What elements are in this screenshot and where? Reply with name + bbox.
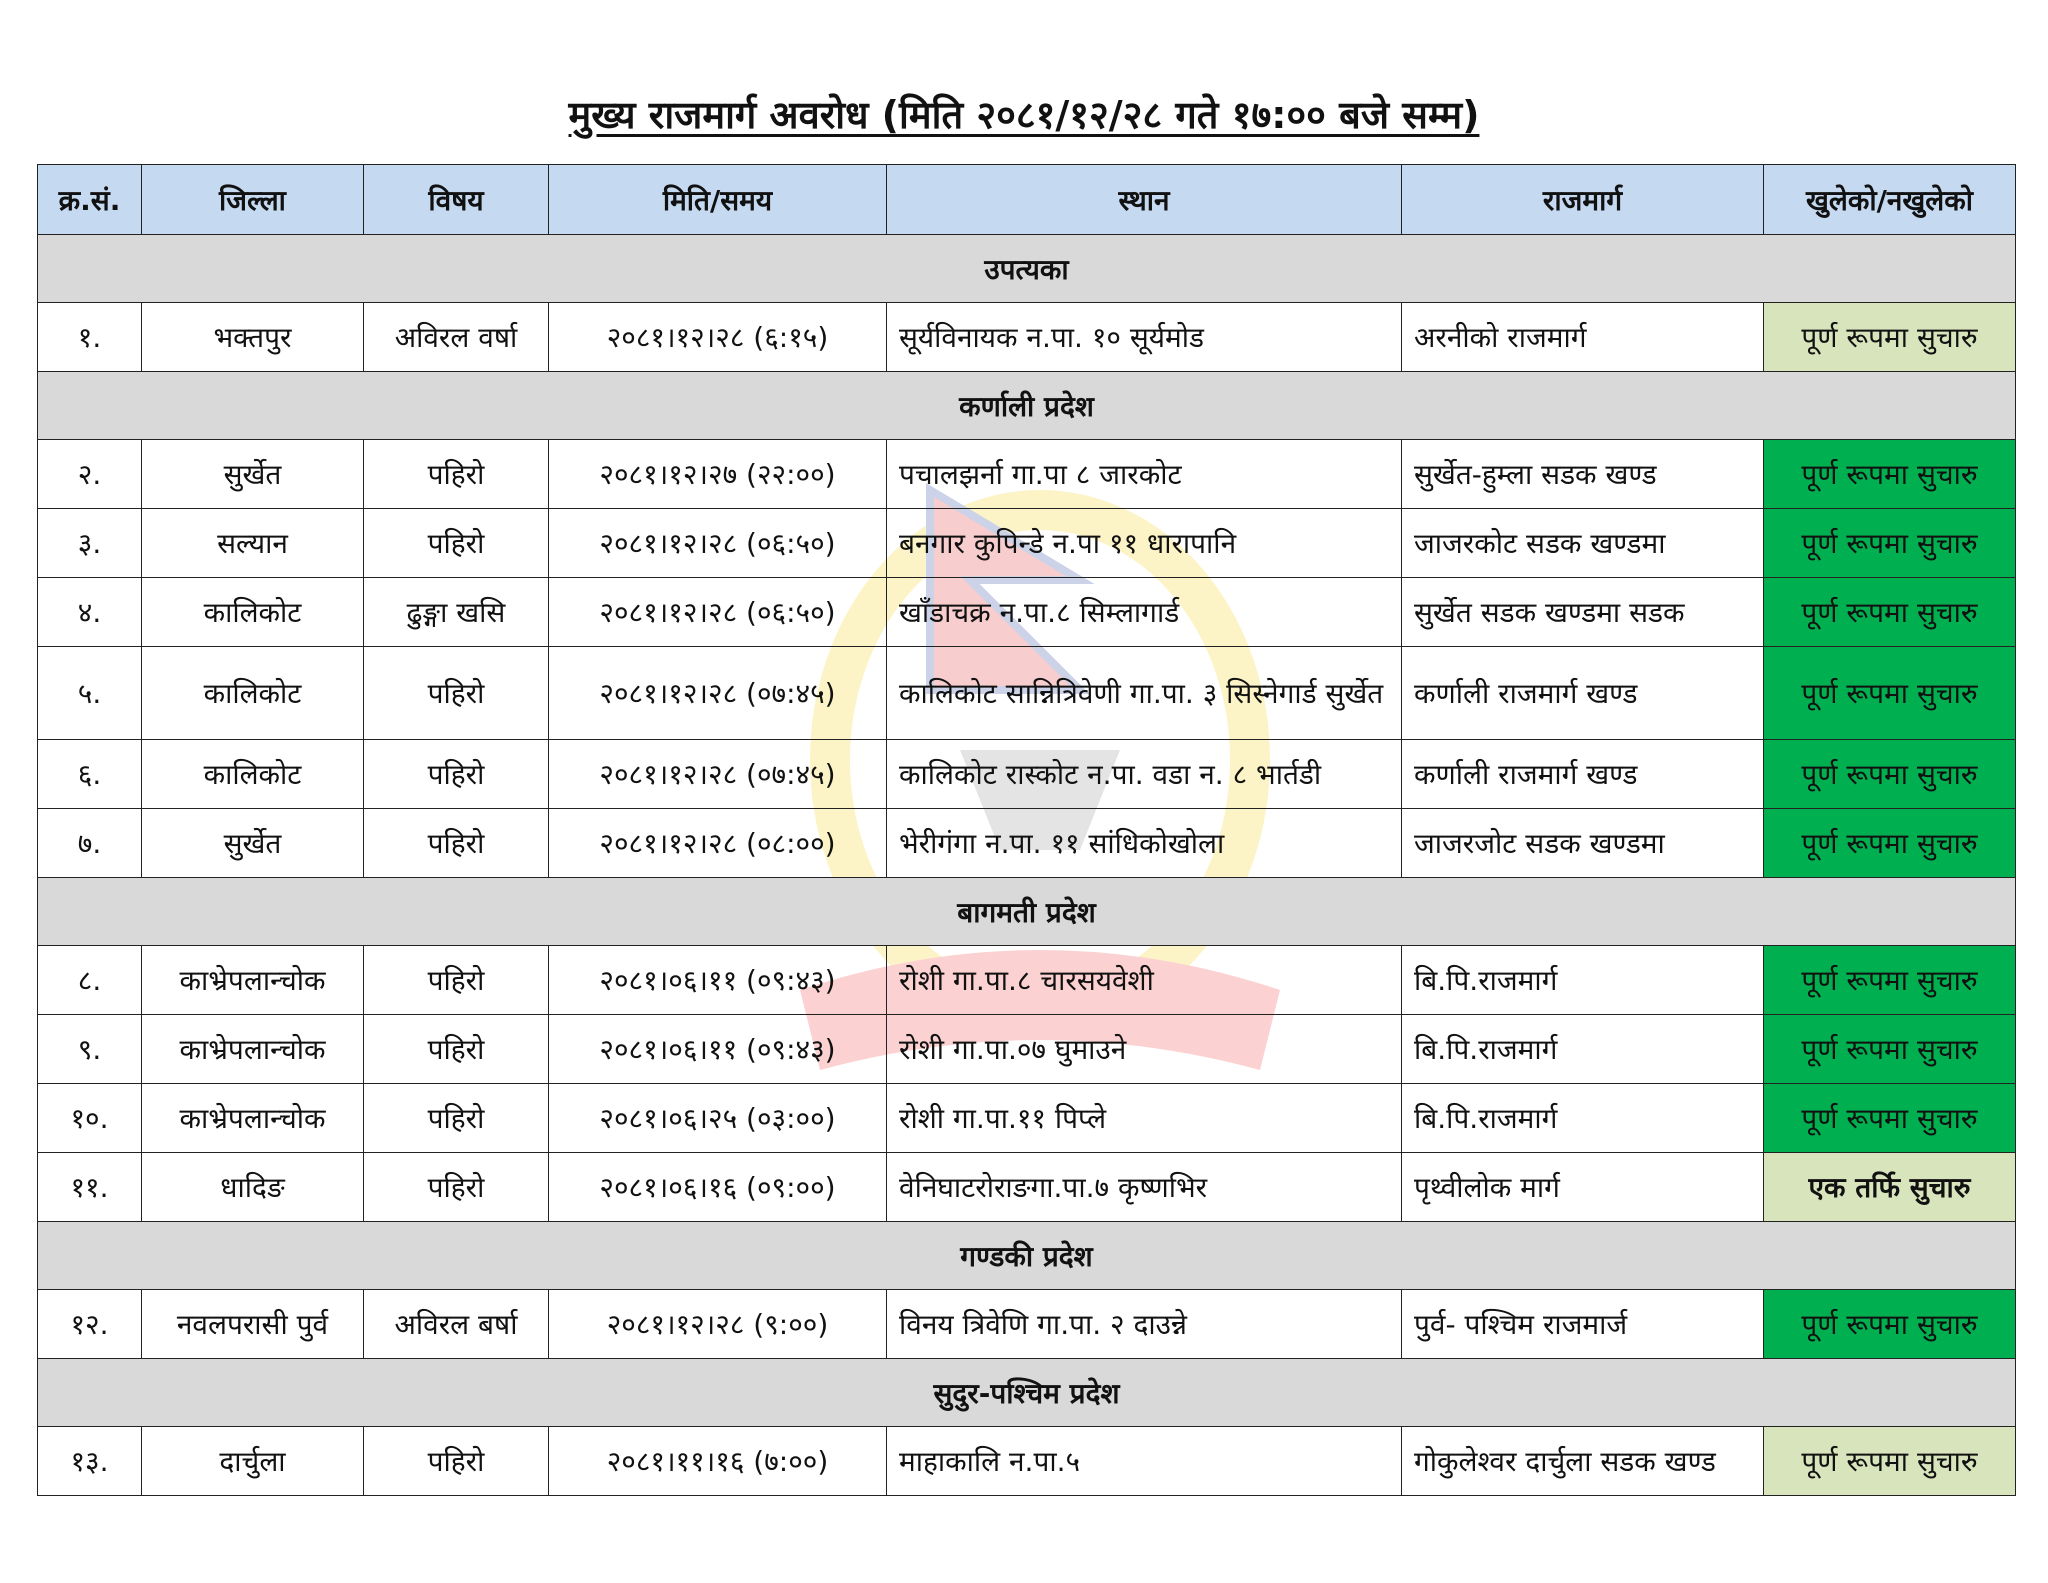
subject-cell: पहिरो (364, 509, 549, 578)
table-row (38, 578, 2016, 647)
table-body (38, 235, 2016, 1496)
subject-cell: ढुङ्गा खसि (364, 578, 549, 647)
status-cell: पूर्ण रूपमा सुचारु (1764, 1427, 2016, 1496)
highway-cell: सुर्खेत-हुम्ला सडक खण्ड (1402, 440, 1764, 509)
serial-number-cell: १. (38, 303, 142, 372)
section-row (38, 878, 2016, 946)
status-cell: पूर्ण रूपमा सुचारु (1764, 647, 2016, 740)
serial-number-cell: १३. (38, 1427, 142, 1496)
datetime-cell: २०८१।१२।२७ (२२:००) (549, 440, 887, 509)
subject-cell: पहिरो (364, 440, 549, 509)
section-heading: सुदुर-पश्चिम प्रदेश (38, 1359, 2016, 1427)
datetime-cell: २०८१।१२।२८ (०७:४५) (549, 740, 887, 809)
district-cell: सल्यान (142, 509, 364, 578)
datetime-cell: २०८१।१२।२८ (०७:४५) (549, 647, 887, 740)
section-row (38, 235, 2016, 303)
table-row (38, 1084, 2016, 1153)
place-cell: रोशी गा.पा.०७ घुमाउने (887, 1015, 1402, 1084)
place-cell: माहाकालि न.पा.५ (887, 1427, 1402, 1496)
highway-cell: जाजरकोट सडक खण्डमा (1402, 509, 1764, 578)
datetime-cell: २०८१।१२।२८ (०६:५०) (549, 578, 887, 647)
district-cell: नवलपरासी पुर्व (142, 1290, 364, 1359)
status-cell: पूर्ण रूपमा सुचारु (1764, 303, 2016, 372)
status-cell: पूर्ण रूपमा सुचारु (1764, 509, 2016, 578)
datetime-cell: २०८१।१२।२८ (०६:५०) (549, 509, 887, 578)
datetime-cell: २०८१।१२।२८ (६:१५) (549, 303, 887, 372)
status-cell: एक तर्फि सुचारु (1764, 1153, 2016, 1222)
district-cell: सुर्खेत (142, 440, 364, 509)
serial-number-cell: ५. (38, 647, 142, 740)
district-cell: काभ्रेपलान्चोक (142, 1015, 364, 1084)
col-header-sn: क्र.सं. (38, 165, 142, 235)
header-row (38, 165, 2016, 235)
serial-number-cell: २. (38, 440, 142, 509)
place-cell: कालिकोट सान्नित्रिवेणी गा.पा. ३ सिस्नेगार्ड सुर्खेत (887, 647, 1402, 740)
status-cell: पूर्ण रूपमा सुचारु (1764, 740, 2016, 809)
serial-number-cell: ९. (38, 1015, 142, 1084)
table-row (38, 946, 2016, 1015)
datetime-cell: २०८१।०६।१६ (०९:००) (549, 1153, 887, 1222)
subject-cell: पहिरो (364, 809, 549, 878)
table-row (38, 440, 2016, 509)
section-heading: उपत्यका (38, 235, 2016, 303)
status-cell: पूर्ण रूपमा सुचारु (1764, 809, 2016, 878)
place-cell: विनय त्रिवेणि गा.पा. २ दाउन्ने (887, 1290, 1402, 1359)
col-header-datetime: मिति/समय (549, 165, 887, 235)
highway-cell: कर्णाली राजमार्ग खण्ड (1402, 740, 1764, 809)
subject-cell: पहिरो (364, 1153, 549, 1222)
datetime-cell: २०८१।०६।११ (०९:४३) (549, 1015, 887, 1084)
place-cell: बनगार कुपिन्डे न.पा ११ धारापानि (887, 509, 1402, 578)
place-cell: भेरीगंगा न.पा. ११ सांधिकोखोला (887, 809, 1402, 878)
col-header-place: स्थान (887, 165, 1402, 235)
highway-cell: बि.पि.राजमार्ग (1402, 1084, 1764, 1153)
table-row (38, 1427, 2016, 1496)
district-cell: काभ्रेपलान्चोक (142, 946, 364, 1015)
table-row (38, 647, 2016, 740)
section-heading: गण्डकी प्रदेश (38, 1222, 2016, 1290)
place-cell: वेनिघाटरोराङगा.पा.७ कृष्णभिर (887, 1153, 1402, 1222)
status-cell: पूर्ण रूपमा सुचारु (1764, 578, 2016, 647)
serial-number-cell: ११. (38, 1153, 142, 1222)
datetime-cell: २०८१।०६।२५ (०३:००) (549, 1084, 887, 1153)
subject-cell: पहिरो (364, 1015, 549, 1084)
district-cell: कालिकोट (142, 740, 364, 809)
highway-cell: कर्णाली राजमार्ग खण्ड (1402, 647, 1764, 740)
section-row (38, 1222, 2016, 1290)
section-row (38, 1359, 2016, 1427)
datetime-cell: २०८१।०६।११ (०९:४३) (549, 946, 887, 1015)
highway-cell: अरनीको राजमार्ग (1402, 303, 1764, 372)
serial-number-cell: ६. (38, 740, 142, 809)
serial-number-cell: ८. (38, 946, 142, 1015)
highway-obstruction-table (37, 164, 2016, 1496)
table-row (38, 509, 2016, 578)
subject-cell: अविरल वर्षा (364, 303, 549, 372)
highway-cell: बि.पि.राजमार्ग (1402, 946, 1764, 1015)
status-cell: पूर्ण रूपमा सुचारु (1764, 1290, 2016, 1359)
subject-cell: अविरल बर्षा (364, 1290, 549, 1359)
section-heading: कर्णाली प्रदेश (38, 372, 2016, 440)
status-cell: पूर्ण रूपमा सुचारु (1764, 1015, 2016, 1084)
place-cell: पचालझर्ना गा.पा ८ जारकोट (887, 440, 1402, 509)
col-header-highway: राजमार्ग (1402, 165, 1764, 235)
datetime-cell: २०८१।११।१६ (७:००) (549, 1427, 887, 1496)
highway-cell: बि.पि.राजमार्ग (1402, 1015, 1764, 1084)
datetime-cell: २०८१।१२।२८ (०८:००) (549, 809, 887, 878)
table-row (38, 1015, 2016, 1084)
district-cell: कालिकोट (142, 578, 364, 647)
district-cell: दार्चुला (142, 1427, 364, 1496)
district-cell: कालिकोट (142, 647, 364, 740)
table-row (38, 809, 2016, 878)
place-cell: कालिकोट रास्कोट न.पा. वडा न. ८ भार्तडी (887, 740, 1402, 809)
serial-number-cell: ३. (38, 509, 142, 578)
table-row (38, 1153, 2016, 1222)
status-cell: पूर्ण रूपमा सुचारु (1764, 440, 2016, 509)
table-row (38, 1290, 2016, 1359)
subject-cell: पहिरो (364, 946, 549, 1015)
col-header-district: जिल्ला (142, 165, 364, 235)
district-cell: काभ्रेपलान्चोक (142, 1084, 364, 1153)
district-cell: सुर्खेत (142, 809, 364, 878)
place-cell: रोशी गा.पा.११ पिप्ले (887, 1084, 1402, 1153)
highway-cell: पृथ्वीलोक मार्ग (1402, 1153, 1764, 1222)
highway-cell: गोकुलेश्वर दार्चुला सडक खण्ड (1402, 1427, 1764, 1496)
datetime-cell: २०८१।१२।२८ (९:००) (549, 1290, 887, 1359)
section-heading: बागमती प्रदेश (38, 878, 2016, 946)
serial-number-cell: ४. (38, 578, 142, 647)
subject-cell: पहिरो (364, 647, 549, 740)
subject-cell: पहिरो (364, 1084, 549, 1153)
highway-cell: पुर्व- पश्चिम राजमार्ज (1402, 1290, 1764, 1359)
serial-number-cell: १२. (38, 1290, 142, 1359)
col-header-status: खुलेको/नखुलेको (1764, 165, 2016, 235)
status-cell: पूर्ण रूपमा सुचारु (1764, 946, 2016, 1015)
highway-cell: जाजरजोट सडक खण्डमा (1402, 809, 1764, 878)
section-row (38, 372, 2016, 440)
highway-cell: सुर्खेत सडक खण्डमा सडक (1402, 578, 1764, 647)
district-cell: धादिङ (142, 1153, 364, 1222)
place-cell: रोशी गा.पा.८ चारसयवेशी (887, 946, 1402, 1015)
serial-number-cell: ७. (38, 809, 142, 878)
table-row (38, 303, 2016, 372)
status-cell: पूर्ण रूपमा सुचारु (1764, 1084, 2016, 1153)
subject-cell: पहिरो (364, 1427, 549, 1496)
page-title: मुख्य राजमार्ग अवरोध (मिति २०८१/१२/२८ गते १७:०० बजे सम्म) (568, 93, 1480, 137)
subject-cell: पहिरो (364, 740, 549, 809)
district-cell: भक्तपुर (142, 303, 364, 372)
place-cell: सूर्यविनायक न.पा. १० सूर्यमोड (887, 303, 1402, 372)
table-row (38, 740, 2016, 809)
place-cell: खाँडाचक्र न.पा.८ सिम्लागार्ड (887, 578, 1402, 647)
serial-number-cell: १०. (38, 1084, 142, 1153)
col-header-subject: विषय (364, 165, 549, 235)
